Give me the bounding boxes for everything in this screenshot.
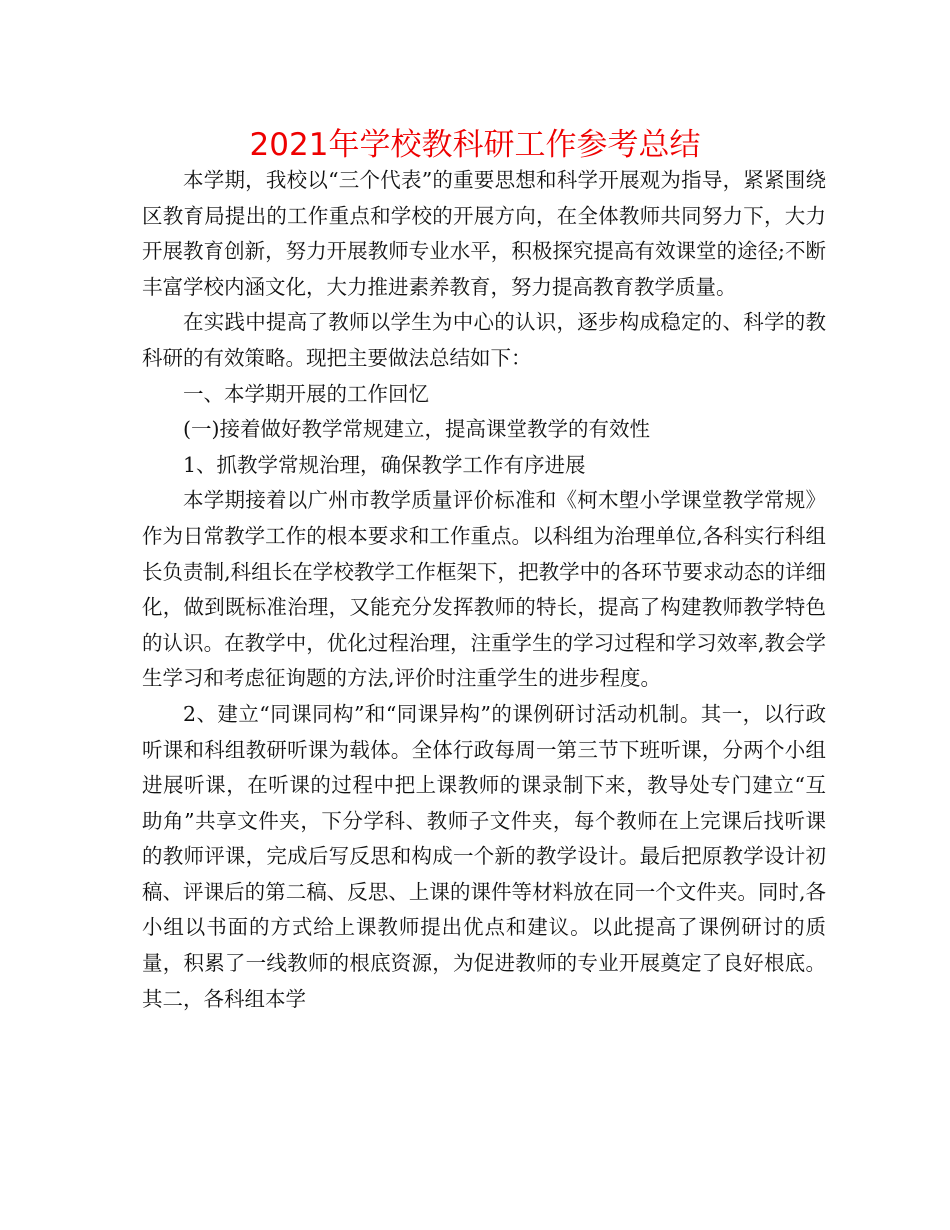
paragraph-summary: 在实践中提高了教师以学生为中心的认识，逐步构成稳定的、科学的教科研的有效策略。现把主要做法总结如下： (142, 310, 826, 370)
paragraph-lesson-research: 2、建立“同课同构”和“同课异构”的课例研讨活动机制。其一，以行政听课和科组教研听课为载体。全体行政每周一第三节下班听课，分两个小组进展听课，在听课的过程中把上课教师的课录制下来，教导处专门建立“互助角”共享文件夹，下分学科、教师子文件夹，每个教师在上完课后找听课的教师评课，完成后写反思和构成一个新的教学设计。最后把原教学设计初稿、评课后的第二稿、反思、上课的课件等材料放在同一个文件夹。同时,各小组以书面的方式给上课教师提出优点和建议。以此提高了课例研讨的质量，积累了一线教师的根底资源，为促进教师的专业开展奠定了良好根底。其二，各科组本学 (142, 701, 826, 1011)
subsection-heading-1: (一)接着做好教学常规建立，提高课堂教学的有效性 (183, 417, 650, 442)
paragraph-routine-management: 本学期接着以广州市教学质量评价标准和《柯木塱小学课堂教学常规》作为日常教学工作的根本要求和工作重点。以科组为治理单位,各科实行科组长负责制,科组长在学校教学工作框架下，把教学中的各环节要求动态的详细化，做到既标准治理，又能充分发挥教师的特长，提高了构建教师教学特色的认识。在教学中，优化过程治理，注重学生的学习过程和学习效率,教会学生学习和考虑征询题的方法,评价时注重学生的进步程度。 (142, 488, 826, 691)
document-title: 2021年学校教科研工作参考总结 (249, 127, 701, 163)
section-heading-1: 一、本学期开展的工作回忆 (183, 381, 429, 406)
item-heading-1: 1、抓教学常规治理，确保教学工作有序进展 (183, 452, 586, 477)
paragraph-intro: 本学期，我校以“三个代表”的重要思想和科学开展观为指导，紧紧围绕区教育局提出的工作重点和学校的开展方向，在全体教师共同努力下，大力开展教育创新，努力开展教师专业水平，积极探究提高有效课堂的途径;不断丰富学校内涵文化，大力推进素养教育，努力提高教育教学质量。 (142, 168, 826, 299)
document-body (142, 163, 826, 1017)
